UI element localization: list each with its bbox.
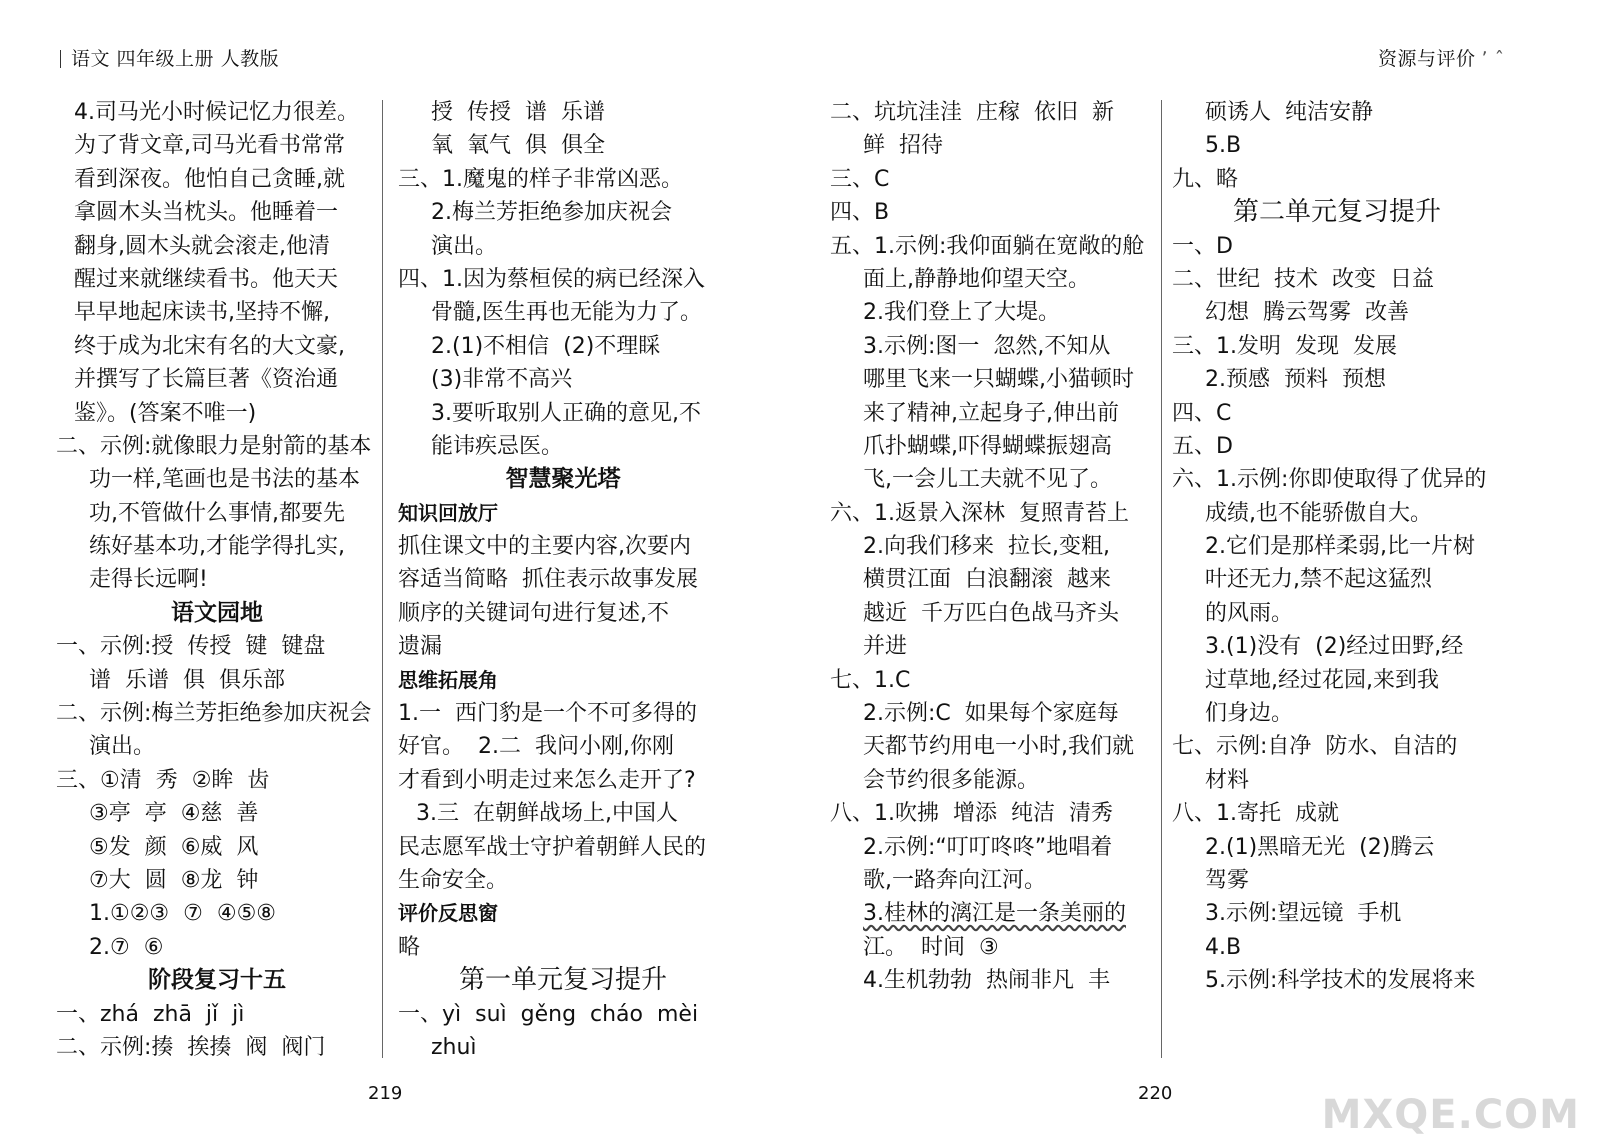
header-left: [60, 44, 279, 71]
answer-line: 一、示例:授 传授 键 键盘: [56, 634, 326, 660]
section-heading: 智慧聚光塔: [505, 466, 621, 493]
answer-line: 会节约很多能源。: [863, 767, 1040, 793]
answer-line: 七、1.C: [830, 667, 911, 693]
answer-line: 幻想 腾云驾雾 改善: [1205, 300, 1409, 326]
answer-line: 二、示例:梅兰芳拒绝参加庆祝会: [56, 701, 372, 727]
answer-line: 2.(1)不相信 (2)不理睬: [431, 333, 661, 359]
answer-line: 三、①清 秀 ②眸 齿: [56, 767, 270, 793]
section-heading: 阶段复习十五: [148, 967, 286, 994]
answer-line: 横贯江面 白浪翻滚 越来: [863, 567, 1111, 593]
watermark: MXQE.COM: [1321, 1092, 1580, 1138]
answer-line: 叶还无力,禁不起这猛烈: [1205, 567, 1432, 593]
book-title: 语文 四年级上册 人教版: [71, 48, 280, 70]
answer-line: 4.生机勃勃 热闹非凡 丰: [863, 968, 1110, 994]
answer-line: 功一样,笔画也是书法的基本: [89, 467, 360, 493]
answer-line: 骨髓,医生再也无能为力了。: [431, 300, 702, 326]
answer-line: 略: [398, 934, 421, 960]
answer-line: 终于成为北宋有名的大文豪,: [74, 333, 345, 359]
answer-line: 演出。: [431, 233, 498, 259]
answer-line: 为了背文章,司马光看书常常: [74, 133, 345, 159]
answer-line: 四、C: [1172, 400, 1232, 426]
answer-line: 3.示例:望远镜 手机: [1205, 901, 1402, 927]
answer-line: 六、1.示例:你即使取得了优异的: [1172, 467, 1487, 493]
answer-line: 遗漏: [398, 634, 443, 660]
answer-line: 六、1.返景入深林 复照青苔上: [830, 500, 1129, 526]
answer-line: 爪扑蝴蝶,吓得蝴蝶振翅高: [863, 433, 1112, 459]
answer-line: 们身边。: [1205, 701, 1294, 727]
answer-line: 哪里飞来一只蝴蝶,小猫顿时: [863, 367, 1134, 393]
column-4: [1172, 96, 1502, 998]
header-right: [1378, 44, 1505, 71]
answer-line: 一、zhá zhā jǐ jì: [56, 1001, 245, 1027]
answer-line: 2.我们登上了大堤。: [863, 300, 1060, 326]
answer-line: 驾雾: [1205, 867, 1250, 893]
page-number-right: 220: [1138, 1083, 1173, 1104]
answer-line: 2.示例:C 如果每个家庭每: [863, 701, 1119, 727]
answer-line: (3)非常不高兴: [431, 367, 573, 393]
answer-line: 硕诱人 纯洁安静: [1205, 100, 1373, 125]
answer-line: 材料: [1205, 767, 1250, 793]
answer-line: 4.司马光小时候记忆力很差。: [74, 100, 359, 125]
answer-line: 生命安全。: [398, 867, 509, 893]
answer-line: 并撰写了长篇巨著《资治通: [74, 367, 339, 393]
answer-line: 2.示例:“叮叮咚咚”地唱着: [863, 834, 1113, 860]
answer-line: 醒过来就继续看书。他天天: [74, 266, 339, 292]
answer-line: 1.一 西门豹是一个不可多得的: [398, 701, 697, 727]
answer-line: 飞,一会儿工夫就不见了。: [863, 467, 1112, 493]
answer-line: 练好基本功,才能学得扎实,: [89, 534, 345, 560]
header-mark-icon: ʼ ˆ: [1481, 48, 1505, 70]
answer-line: 功,不管做什么事情,都要先: [89, 500, 345, 526]
answer-line: 天都节约用电一小时,我们就: [863, 734, 1134, 760]
answer-line: 3.要听取别人正确的意见,不: [431, 400, 701, 426]
answer-line: 四、B: [830, 200, 890, 226]
left-page-column-divider: [382, 100, 383, 1058]
series-title: 资源与评价: [1378, 48, 1476, 70]
answer-line: 氧 氧气 俱 俱全: [431, 133, 605, 159]
answer-line: 一、yì suì gěng cháo mèi: [398, 1001, 699, 1027]
answer-line: ⑤发 颜 ⑥威 风: [89, 834, 259, 860]
answer-line: 4.B: [1205, 934, 1242, 960]
answer-line: 八、1.吹拂 增添 纯洁 清秀: [830, 801, 1113, 827]
answer-line: ⑦大 圆 ⑧龙 钟: [89, 867, 259, 893]
answer-line: 三、1.发明 发现 发展: [1172, 333, 1397, 359]
answer-line: 四、1.因为蔡桓侯的病已经深入: [398, 266, 705, 292]
answer-line: 九、略: [1172, 166, 1239, 192]
answer-line: 好官。 2.二 我问小刚,你刚: [398, 734, 674, 760]
answer-line: 民志愿军战士守护着朝鲜人民的: [398, 834, 707, 860]
answer-line: 来了精神,立起身子,伸出前: [863, 400, 1119, 426]
column-2: [398, 96, 728, 1064]
answer-line: 面上,静静地仰望天空。: [863, 266, 1090, 292]
answer-line: 3.(1)没有 (2)经过田野,经: [1205, 634, 1464, 660]
answer-line: 早早地起床读书,坚持不懈,: [74, 300, 330, 326]
answer-line: 鉴》。(答案不唯一): [74, 400, 257, 426]
answer-line: 江。 时间 ③: [863, 934, 999, 960]
answer-line: 并进: [863, 634, 908, 660]
answer-line: 2.(1)黑暗无光 (2)腾云: [1205, 834, 1435, 860]
answer-line: 二、示例:就像眼力是射箭的基本: [56, 433, 372, 459]
subsection-heading: 思维拓展角: [398, 667, 498, 692]
answer-line: 三、1.魔鬼的样子非常凶恶。: [398, 166, 683, 192]
answer-line: 五、D: [1172, 433, 1233, 459]
answer-line: 2.⑦ ⑥: [89, 934, 164, 960]
answer-line: 容适当简略 抓住表示故事发展: [398, 567, 698, 593]
answer-line: 3.三 在朝鲜战场上,中国人: [416, 801, 678, 827]
answer-line: 5.示例:科学技术的发展将来: [1205, 968, 1476, 994]
answer-line: zhuì: [431, 1034, 477, 1060]
answer-line: 歌,一路奔向江河。: [863, 867, 1046, 893]
answer-line: 1.①②③ ⑦ ④⑤⑧: [89, 901, 277, 927]
page-number-left: 219: [368, 1083, 403, 1104]
answer-line: 三、C: [830, 166, 890, 192]
answer-line: ③亭 亭 ④慈 善: [89, 801, 259, 827]
answer-line: 七、示例:自净 防水、自洁的: [1172, 734, 1458, 760]
answer-line: 二、世纪 技术 改变 日益: [1172, 266, 1434, 292]
underlined-answer-line: 3.桂林的漓江是一条美丽的: [863, 901, 1126, 927]
answer-line: 过草地,经过花园,来到我: [1205, 667, 1439, 693]
answer-line: 抓住课文中的主要内容,次要内: [398, 534, 691, 560]
answer-line: 鲜 招待: [863, 133, 943, 159]
column-1: [56, 96, 378, 1064]
answer-line: 2.向我们移来 拉长,变粗,: [863, 534, 1110, 560]
section-heading: 语文园地: [171, 599, 263, 626]
answer-line: 能讳疾忌医。: [431, 433, 564, 459]
answer-line: 的风雨。: [1205, 600, 1294, 626]
answer-line: 成绩,也不能骄傲自大。: [1205, 500, 1432, 526]
answer-line: 八、1.寄托 成就: [1172, 801, 1339, 827]
answer-line: 谱 乐谱 俱 俱乐部: [89, 667, 285, 693]
column-3: [830, 96, 1156, 998]
section-heading: 第一单元复习提升: [458, 965, 667, 996]
answer-line: 五、1.示例:我仰面躺在宽敞的舱: [830, 233, 1145, 259]
answer-line: 二、示例:揍 挨揍 阀 阀门: [56, 1034, 326, 1060]
answer-line: 拿圆木头当枕头。他睡着一: [74, 200, 339, 226]
subsection-heading: 知识回放厅: [398, 500, 498, 525]
section-heading: 第二单元复习提升: [1232, 197, 1441, 228]
answer-line: 3.示例:图一 忽然,不知从: [863, 333, 1111, 359]
answer-line: 才看到小明走过来怎么走开了?: [398, 767, 696, 793]
answer-line: 演出。: [89, 734, 156, 760]
answer-line: 走得长远啊!: [89, 567, 208, 593]
answer-line: 2.梅兰芳拒绝参加庆祝会: [431, 200, 672, 226]
answer-line: 二、坑坑洼洼 庄稼 依旧 新: [830, 100, 1114, 125]
answer-line: 授 传授 谱 乐谱: [431, 100, 605, 125]
answer-line: 2.它们是那样柔弱,比一片树: [1205, 534, 1475, 560]
subsection-heading: 评价反思窗: [398, 901, 498, 926]
answer-line: 顺序的关键词句进行复述,不: [398, 600, 669, 626]
answer-line: 一、D: [1172, 233, 1233, 259]
answer-line: 2.预感 预料 预想: [1205, 367, 1386, 393]
answer-line: 越近 千万匹白色战马齐头: [863, 600, 1119, 626]
header-divider: [60, 50, 61, 68]
right-page-column-divider: [1161, 100, 1162, 1058]
answer-line: 5.B: [1205, 133, 1242, 159]
answer-line: 看到深夜。他怕自己贪睡,就: [74, 166, 345, 192]
answer-line: 翻身,圆木头就会滚走,他清: [74, 233, 330, 259]
